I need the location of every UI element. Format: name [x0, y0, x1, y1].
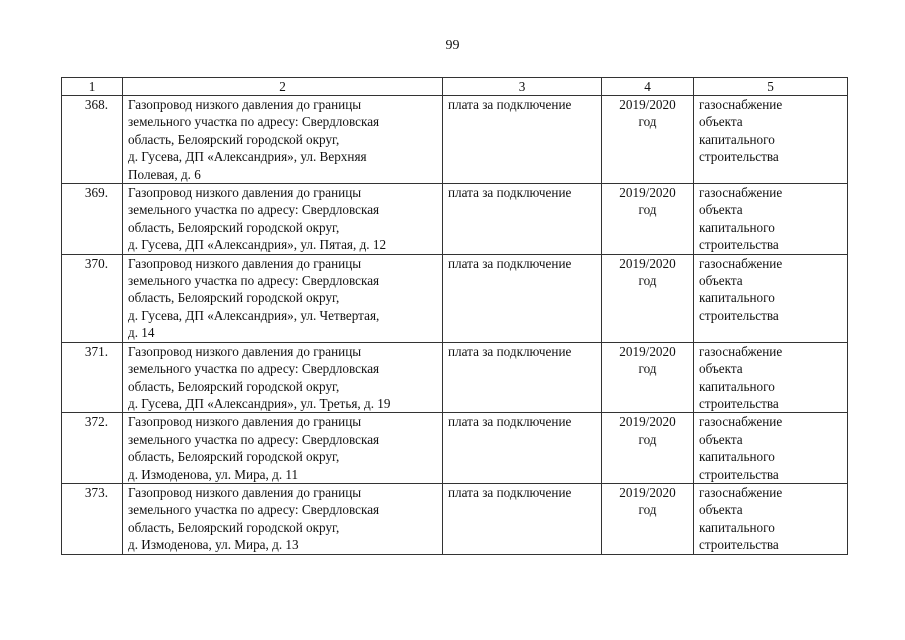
period	[602, 483, 694, 554]
description-line: земельного участка по адресу: Свердловская	[128, 431, 380, 447]
purpose-line: объекта	[699, 502, 743, 518]
description-line: область, Белоярский городской округ,	[128, 519, 340, 535]
description-line: Газопровод низкого давления до границы	[128, 484, 362, 500]
column-header: 3	[443, 78, 602, 96]
table-row	[62, 254, 848, 342]
data-table	[61, 77, 848, 555]
payment-type: плата за подключение	[443, 483, 602, 554]
description-line: земельного участка по адресу: Свердловская	[128, 114, 380, 130]
purpose-line: объекта	[699, 273, 743, 289]
object-description	[123, 96, 443, 184]
row-number: 371.	[62, 342, 123, 413]
purpose-line: газоснабжение	[699, 185, 783, 201]
purpose-line: капитального	[699, 219, 775, 235]
period-line: год	[638, 502, 657, 518]
period	[602, 184, 694, 255]
purpose-line: строительства	[699, 466, 779, 482]
payment-type: плата за подключение	[443, 96, 602, 184]
period	[602, 342, 694, 413]
purpose-line: строительства	[699, 307, 779, 323]
purpose	[694, 483, 848, 554]
table-header-row	[62, 78, 848, 96]
table-row	[62, 342, 848, 413]
object-description	[123, 483, 443, 554]
object-description	[123, 254, 443, 342]
column-header: 1	[62, 78, 123, 96]
purpose	[694, 96, 848, 184]
table-row	[62, 413, 848, 484]
description-line: область, Белоярский городской округ,	[128, 290, 340, 306]
period	[602, 254, 694, 342]
purpose-line: газоснабжение	[699, 255, 783, 271]
description-line: Газопровод низкого давления до границы	[128, 97, 362, 112]
description-line: Газопровод низкого давления до границы	[128, 414, 362, 430]
purpose	[694, 254, 848, 342]
period-line: 2019/2020	[619, 255, 676, 271]
purpose-line: капитального	[699, 519, 775, 535]
description-line: д. Гусева, ДП «Александрия», ул. Третья, д. 19	[128, 395, 391, 411]
purpose-line: газоснабжение	[699, 97, 783, 112]
purpose-line: объекта	[699, 202, 743, 218]
period-line: 2019/2020	[619, 343, 676, 359]
description-line: область, Белоярский городской округ,	[128, 219, 340, 235]
period-line: 2019/2020	[619, 97, 676, 112]
purpose-line: газоснабжение	[699, 414, 783, 430]
purpose	[694, 413, 848, 484]
description-line: область, Белоярский городской округ,	[128, 378, 340, 394]
purpose-line: газоснабжение	[699, 343, 783, 359]
purpose-line: капитального	[699, 131, 775, 147]
row-number: 370.	[62, 254, 123, 342]
period-line: 2019/2020	[619, 185, 676, 201]
description-line: Газопровод низкого давления до границы	[128, 255, 362, 271]
column-header: 2	[123, 78, 443, 96]
purpose	[694, 184, 848, 255]
row-number: 369.	[62, 184, 123, 255]
object-description	[123, 413, 443, 484]
description-line: д. Гусева, ДП «Александрия», ул. Верхняя	[128, 149, 367, 165]
table-row	[62, 96, 848, 184]
payment-type: плата за подключение	[443, 184, 602, 255]
purpose-line: строительства	[699, 395, 779, 411]
table-row	[62, 483, 848, 554]
period	[602, 413, 694, 484]
column-header: 5	[694, 78, 848, 96]
description-line: область, Белоярский городской округ,	[128, 131, 340, 147]
description-line: д. Измоденова, ул. Мира, д. 11	[128, 466, 299, 482]
payment-type: плата за подключение	[443, 342, 602, 413]
purpose-line: строительства	[699, 237, 779, 253]
purpose-line: капитального	[699, 378, 775, 394]
period-line: год	[638, 273, 657, 289]
object-description	[123, 184, 443, 255]
page-number: 99	[445, 38, 460, 53]
description-line: земельного участка по адресу: Свердловская	[128, 361, 380, 377]
period-line: год	[638, 431, 657, 447]
purpose	[694, 342, 848, 413]
object-description	[123, 342, 443, 413]
row-number: 372.	[62, 413, 123, 484]
purpose-line: газоснабжение	[699, 484, 783, 500]
period-line: год	[638, 361, 657, 377]
description-line: д. Гусева, ДП «Александрия», ул. Пятая, д. 12	[128, 237, 387, 253]
purpose-line: капитального	[699, 290, 775, 306]
description-line: область, Белоярский городской округ,	[128, 449, 340, 465]
description-line: Газопровод низкого давления до границы	[128, 185, 362, 201]
purpose-line: капитального	[699, 449, 775, 465]
period-line: 2019/2020	[619, 484, 676, 500]
description-line: д. 14	[128, 325, 155, 341]
purpose-line: строительства	[699, 149, 779, 165]
payment-type: плата за подключение	[443, 413, 602, 484]
purpose-line: строительства	[699, 537, 779, 553]
description-line: земельного участка по адресу: Свердловская	[128, 502, 380, 518]
row-number: 373.	[62, 483, 123, 554]
description-line: земельного участка по адресу: Свердловская	[128, 202, 380, 218]
payment-type: плата за подключение	[443, 254, 602, 342]
row-number: 368.	[62, 96, 123, 184]
description-line: д. Гусева, ДП «Александрия», ул. Четвертая,	[128, 307, 380, 323]
description-line: д. Измоденова, ул. Мира, д. 13	[128, 537, 299, 553]
purpose-line: объекта	[699, 114, 743, 130]
period	[602, 96, 694, 184]
column-header: 4	[602, 78, 694, 96]
description-line: Полевая, д. 6	[128, 166, 201, 182]
period-line: год	[638, 114, 657, 130]
period-line: год	[638, 202, 657, 218]
purpose-line: объекта	[699, 361, 743, 377]
period-line: 2019/2020	[619, 414, 676, 430]
purpose-line: объекта	[699, 431, 743, 447]
description-line: Газопровод низкого давления до границы	[128, 343, 362, 359]
description-line: земельного участка по адресу: Свердловская	[128, 273, 380, 289]
table-row	[62, 184, 848, 255]
